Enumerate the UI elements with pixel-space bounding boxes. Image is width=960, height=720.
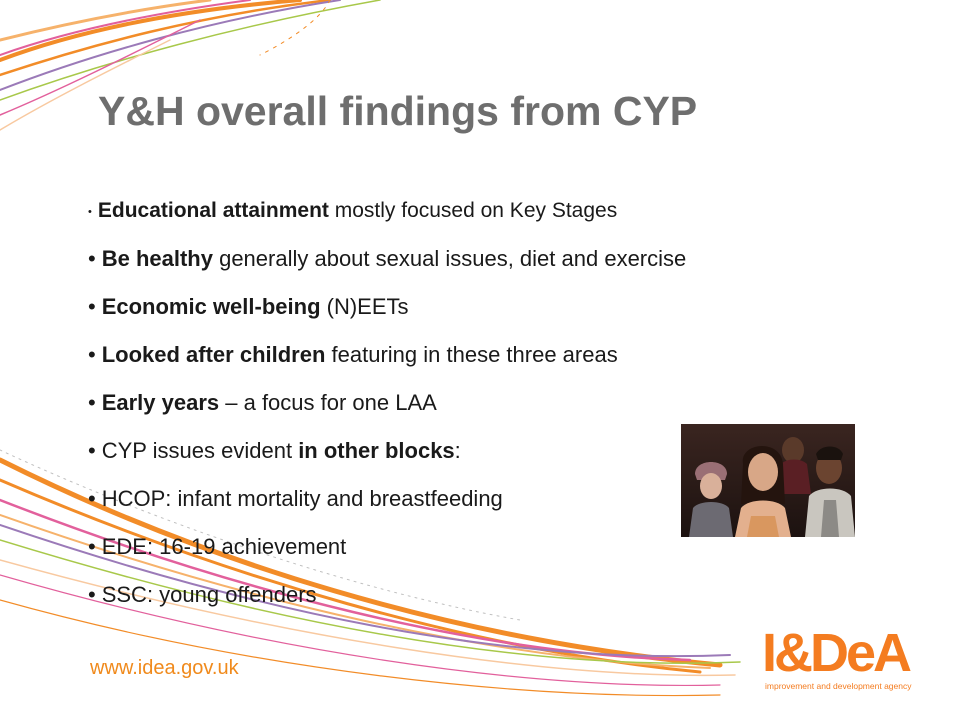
bullet-marker: • — [88, 294, 96, 319]
bullet-list — [88, 197, 686, 629]
bullet-text: HCOP: infant mortality and breastfeeding — [101, 486, 503, 511]
bullet-marker: • — [88, 206, 92, 218]
bullet-item — [88, 437, 686, 485]
idea-logo — [762, 623, 932, 696]
bullet-marker: • — [88, 486, 96, 511]
bullet-bold-text: Economic well-being — [101, 294, 321, 319]
bullet-marker: • — [88, 246, 96, 271]
bullet-text: generally about sexual issues, diet and exercise — [212, 246, 687, 271]
bullet-bold-text: Be healthy — [101, 246, 213, 271]
bullet-bold-text: Educational attainment — [97, 199, 329, 222]
bullet-item — [88, 197, 686, 245]
bullet-text: featuring in these three areas — [325, 342, 618, 367]
logo-tagline: improvement and development agency — [765, 681, 912, 691]
bullet-bold-text: Looked after children — [101, 342, 326, 367]
bullet-item — [88, 389, 686, 437]
bullet-text: SSC: young offenders — [101, 582, 317, 607]
slide-title: Y&H overall findings from CYP — [98, 88, 698, 134]
bullet-item — [88, 533, 686, 581]
bullet-text: CYP issues evident — [101, 438, 299, 463]
bullet-text: – a focus for one LAA — [219, 390, 437, 415]
website-url: www.idea.gov.uk — [90, 657, 239, 679]
young-people-photo — [681, 424, 855, 537]
bullet-bold-text: Early years — [101, 390, 220, 415]
bullet-marker: • — [88, 534, 96, 559]
bullet-text: : — [454, 438, 461, 463]
bullet-item — [88, 293, 686, 341]
bullet-item — [88, 581, 686, 629]
bullet-bold-text: in other blocks — [298, 438, 455, 463]
bullet-item — [88, 341, 686, 389]
bullet-marker: • — [88, 390, 96, 415]
bullet-marker: • — [88, 582, 96, 607]
bullet-item — [88, 485, 686, 533]
bullet-marker: • — [88, 342, 96, 367]
bullet-marker: • — [88, 438, 96, 463]
bullet-text: (N)EETs — [320, 294, 409, 319]
bullet-item — [88, 245, 686, 293]
logo-wordmark: I&DeA — [762, 623, 910, 683]
bullet-text: EDE: 16-19 achievement — [101, 534, 347, 559]
bullet-text: mostly focused on Key Stages — [328, 199, 618, 222]
